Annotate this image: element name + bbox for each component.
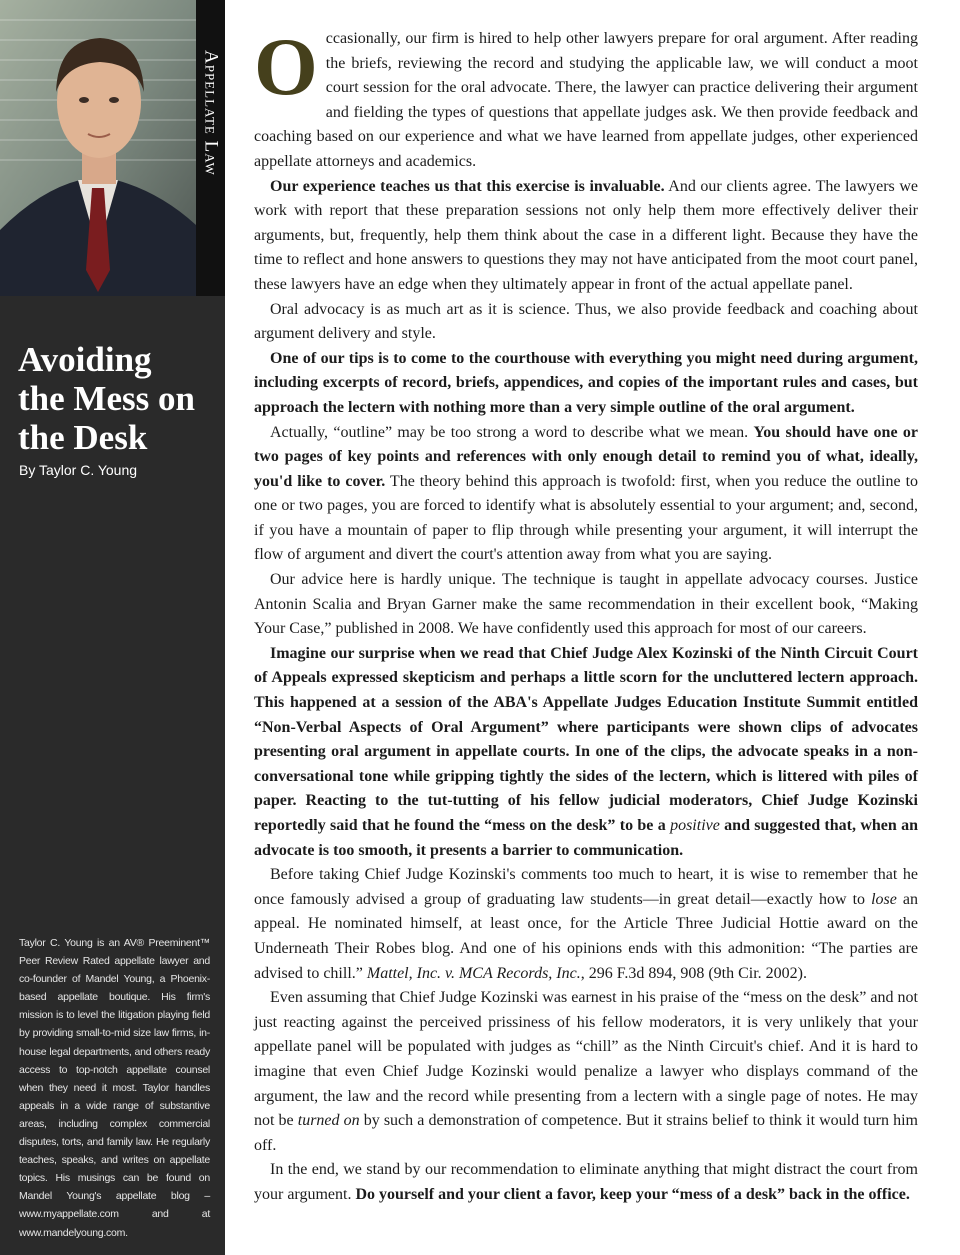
article-paragraph (254, 21, 918, 175)
author-photo-graphic (0, 0, 196, 296)
text-run: ccasionally, our firm is hired to help other lawyers prepare for oral argument. After reading the briefs, reviewing the record and studying the applicable law, we will conduct a moot court session for the oral advocate. There, the lawyer can practice delivering their argument and fielding the types of questions that appellate judges ask. We then provide feedback and coaching based on our experience and what we have learned from appellate judges, other experienced appellate attorneys and academics. (254, 30, 918, 170)
article-paragraph (254, 568, 918, 642)
bold-text: Do yourself and your client a favor, keep your “mess of a desk” back in the office. (355, 1185, 910, 1203)
article-paragraph (254, 347, 918, 421)
text-run: Oral advocacy is as much art as it is science. Thus, we also provide feedback and coaching about argument delivery and style. (254, 300, 918, 343)
italic-text: lose (871, 890, 897, 908)
title-line: Avoiding (18, 340, 152, 379)
italic-text: turned on (297, 1112, 360, 1130)
italic-text: positive (670, 817, 720, 834)
text-run: The theory behind this approach is twofold: first, when you reduce the outline to one or two pages, you are forced to identify what is absolutely essential to your argument; and, second, if you have a mountain of paper to flip through while presenting your argument, it will interrupt the flow of argument and divert the court's attention away from what you are saying. (254, 472, 919, 564)
bold-text: One of our tips is to come to the courthouse with everything you might need during argument, including excerpts of record, briefs, appendices, and copies of the important rules and cases, but approach the lectern with nothing more than a very simple outline of the oral argument. (254, 349, 918, 416)
author-bio: Taylor C. Young is an AV® Preeminent™ Peer Review Rated appellate lawyer and co-founder of Mandel Young, a Phoenix-based appellate boutique. His firm's mission is to level the litigation playing field by providing small-to-mid size law firms, in-house legal departments, and others ready access to top-notch appellate counsel when they need it most. Taylor handles appeals in a wide range of substantive areas, including complex commercial disputes, torts, and family law. He regularly teaches, speaks, and writes on appellate topics. His musings can be found on Mandel Young's appellate blog – www.myappellate.com and at www.mandelyoung.com. (19, 937, 210, 1239)
article-paragraph (254, 986, 918, 1158)
text-run: , 296 F.3d 894, 908 (9th Cir. 2002). (580, 964, 807, 982)
text-run: Before taking Chief Judge Kozinski's comments too much to heart, it is wise to remember that he once famously advised a group of graduating law students—in great detail—exactly how to (254, 866, 918, 908)
title-line: the Desk (18, 418, 148, 457)
bold-text: You should have one or two pages of key points and references with only enough detail to remind you of what, ideally, you'd like to cover. (254, 423, 918, 490)
article-body (254, 21, 919, 1208)
byline: By Taylor C. Young (19, 462, 138, 478)
text-run: In the end, we stand by our recommendation to eliminate anything that might distract the court from your argument. (254, 1161, 918, 1203)
text-run: Our advice here is hardly unique. The technique is taught in appellate advocacy courses. Justice Antonin Scalia and Bryan Garner make the same recommendation in their excellent book, “Making Your Case,” published in 2008. We have confidently used this approach for most of our careers. (254, 571, 918, 638)
author-photo (0, 0, 196, 296)
text-run: Even assuming that Chief Judge Kozinski was earnest in his praise of the “mess on the desk” and not just reacting against the perceived prissiness of his fellow moderators, it is very unlikely that your appellate panel will be populated with judges as “chill” as the Ninth Circuit's chief. And it is hard to imagine that even Chief Judge Kozinski would penalize a lawyer who displays command of the argument, the law and the record while presenting from a lectern with a single page of notes. He may not be (254, 989, 918, 1130)
bold-text: Our experience teaches us that this exercise is invaluable. (270, 177, 665, 195)
bold-text: and suggested that, when an advocate is too smooth, it presents a barrier to communication. (254, 817, 918, 859)
article-paragraph (254, 642, 918, 863)
article-paragraph (254, 421, 918, 569)
bold-text: Imagine our surprise when we read that Chief Judge Alex Kozinski of the Ninth Circuit Court of Appeals expressed skepticism and perhaps a little scorn for the uncluttered lectern approach. This happened at a session of the ABA's Appellate Judges Education Institute Summit entitled “Non-Verbal Aspects of Oral Argument” where participants were shown clips of advocates presenting oral argument in appellate courts. In one of the clips, the advocate speaks in a non-conversational tone while gripping tightly the sides of the lectern, which is littered with piles of paper. Reacting to the tut-tutting of his fellow judicial moderators, Chief Judge Kozinski reportedly said that he found the “mess on the desk” to be a (254, 644, 918, 834)
text-run: by such a demonstration of competence. But it strains belief to think it would turn him off. (254, 1112, 918, 1154)
drop-cap: O (254, 21, 318, 112)
section-label (196, 18, 225, 208)
text-run: Actually, “outline” may be too strong a word to describe what we mean. (270, 423, 754, 441)
text-run: And our clients agree. The lawyers we work with report that these preparation sessions not only help them more effectively deliver their arguments, but, frequently, help them think about the case in a different light. Because they have the time to reflect and hone answers to questions they may not have anticipated from the moot court panel, these lawyers have an edge when they ultimately appear in front of the actual appellate panel. (254, 177, 918, 293)
text-run: an appeal. He nominated himself, at least once, for the Article Three Judicial Hottie award on the Underneath Their Robes blog. And one of his opinions ends with this admonition: “The parties are advised to chill.” (254, 890, 918, 982)
article-paragraph (254, 298, 918, 347)
sidebar (0, 0, 225, 1255)
section-label-text: Appellate Law (200, 50, 222, 176)
article-paragraph (254, 1158, 918, 1207)
article-paragraph (254, 175, 918, 298)
article-title (18, 340, 218, 457)
article-paragraph (254, 863, 918, 986)
italic-text: Mattel, Inc. v. MCA Records, Inc. (366, 964, 581, 982)
title-line: the Mess on (18, 379, 195, 418)
